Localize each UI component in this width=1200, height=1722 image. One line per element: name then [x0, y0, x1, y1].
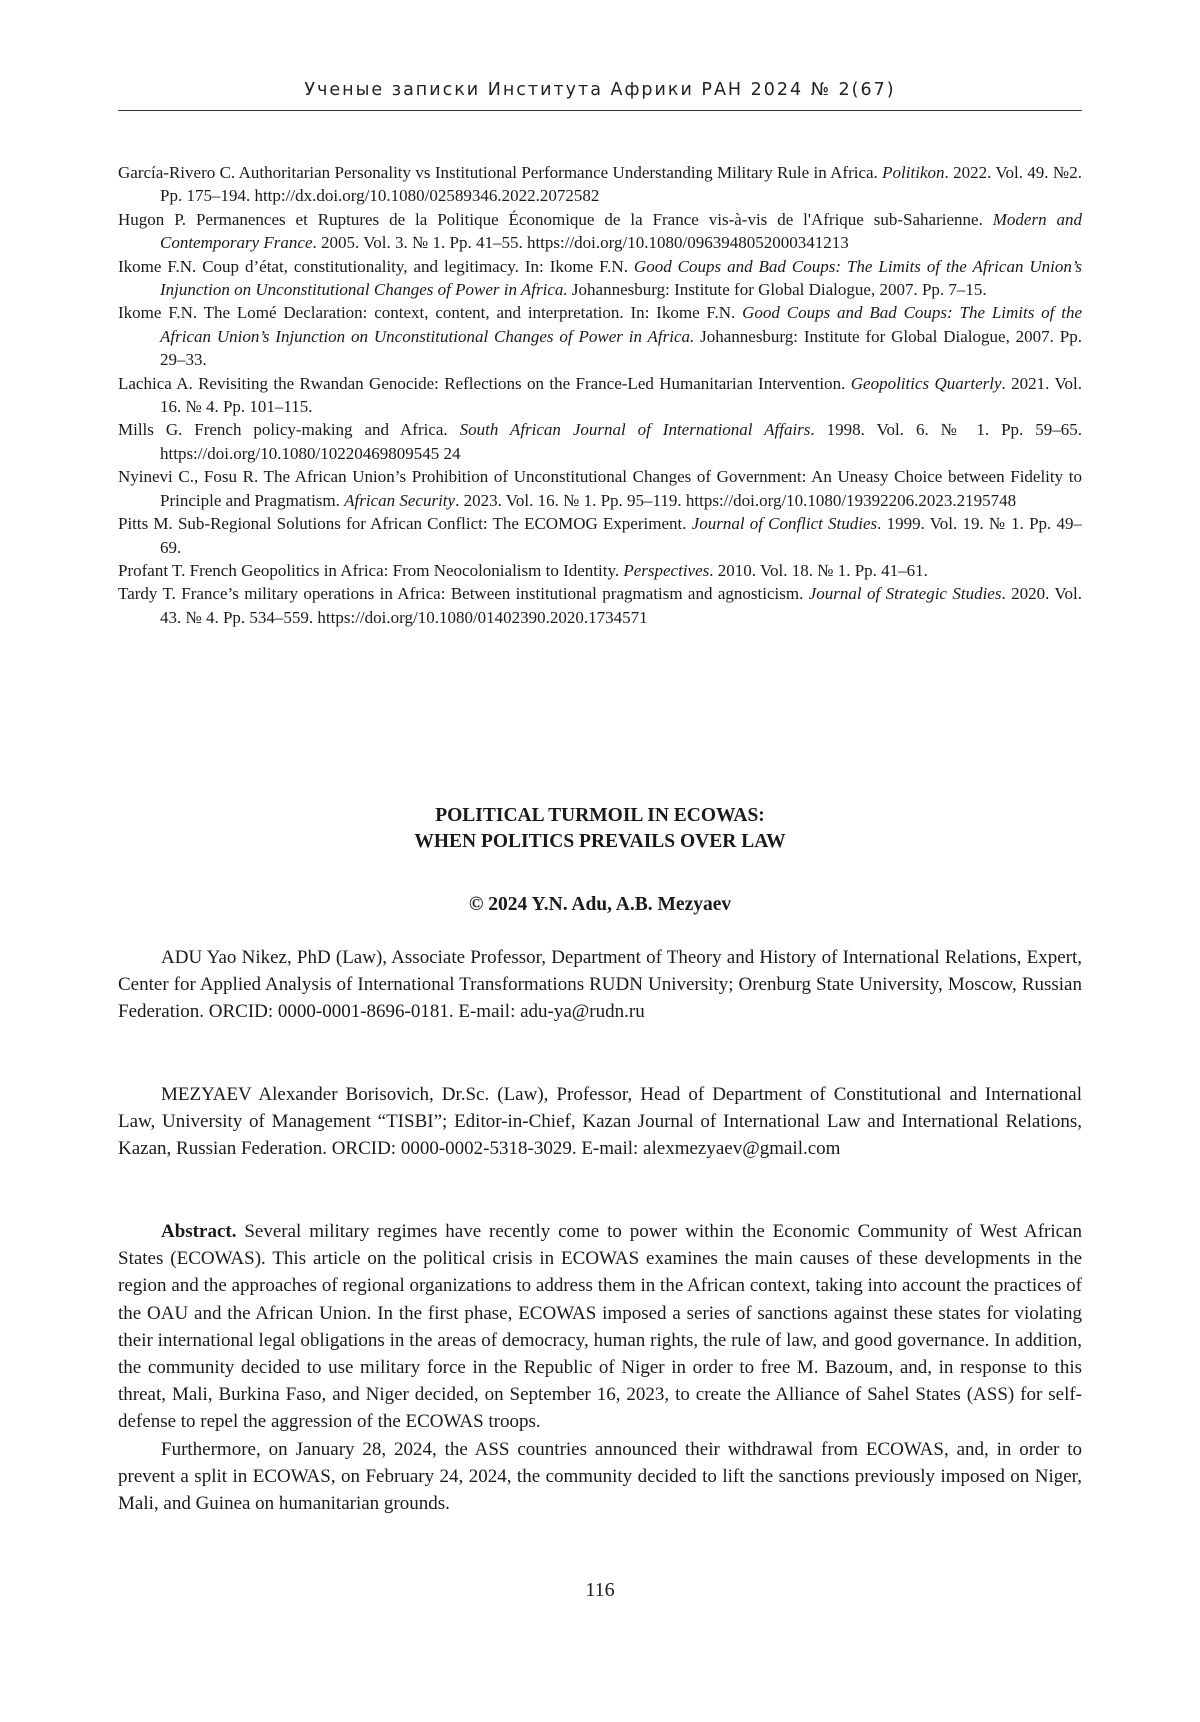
- reference-item: Lachica A. Revisiting the Rwandan Genocide: Reflections on the France-Led Humanitarian Intervention. Geopolitics Quarterly. 2021. Vol. 16. № 4. Pp. 101–115.: [118, 373, 1082, 417]
- abstract: [118, 1218, 1082, 1517]
- abstract-label: Abstract.: [161, 1221, 237, 1242]
- reference-item: Nyinevi C., Fosu R. The African Union’s Prohibition of Unconstitutional Changes of Government: An Uneasy Choice between Fidelity to Principle and Pragmatism. African Security. 2023. Vol. 16. № 1. Pp. 95–119. https://doi.org/10.1080/19392206.2023.2195748: [118, 467, 1082, 510]
- reference-item: Hugon P. Permanences et Ruptures de la Politique Économique de la France vis-à-vis de l'Afrique sub-Saharienne. Modern and Contemporary France. 2005. Vol. 3. № 1. Pp. 41–55. https://doi.org/10.1080/0963948052000341213: [118, 209, 1082, 253]
- article-title-line-1: POLITICAL TURMOIL IN ECOWAS:: [435, 805, 765, 826]
- reference-item: Pitts M. Sub-Regional Solutions for African Conflict: The ECOMOG Experiment. Journal of Conflict Studies. 1999. Vol. 19. № 1. Pp. 49–69.: [118, 514, 1082, 557]
- article-authors: © 2024 Y.N. Adu, A.B. Mezyaev: [468, 894, 732, 915]
- abstract-paragraph-1: Abstract. Several military regimes have recently come to power within the Economic Community of West African States (ECOWAS). This article on the political crisis in ECOWAS examines the main causes of these developments in the region and the approaches of regional organizations to address them in the African context, taking into account the practices of the OAU and the African Union. In the first phase, ECOWAS imposed a series of sanctions against these states for violating their international legal obligations in the areas of democracy, human rights, the rule of law, and good governance. In addition, the community decided to use military force in the Republic of Niger in order to free M. Bazoum, and, in response to this threat, Mali, Burkina Faso, and Niger decided, on September 16, 2023, to create the Alliance of Sahel States (ASS) for self-defense to repel the aggression of the ECOWAS troops.: [118, 1221, 1082, 1433]
- running-head: Ученые записки Института Африки РАН 2024 № 2(67): [304, 80, 896, 100]
- article-title: [118, 803, 1082, 855]
- page-number: 116: [585, 1579, 615, 1601]
- reference-item: Profant T. French Geopolitics in Africa: From Neocolonialism to Identity. Perspectives. 2010. Vol. 18. № 1. Pp. 41–61.: [118, 560, 928, 580]
- reference-item: Ikome F.N. Coup d’état, constitutionality, and legitimacy. In: Ikome F.N. Good Coups and Bad Coups: The Limits of the African Union’s Injunction on Unconstitutional Changes of Power in Africa. Johannesburg: Institute for Global Dialogue, 2007. Pp. 7–15.: [118, 256, 1082, 300]
- reference-item: García-Rivero C. Authoritarian Personality vs Institutional Performance Understanding Military Rule in Africa. Politikon. 2022. Vol. 49. №2. Pp. 175–194. http://dx.doi.org/10.1080/02589346.2022.2072582: [118, 163, 1082, 206]
- reference-item: Tardy T. France’s military operations in Africa: Between institutional pragmatism and agnosticism. Journal of Strategic Studies. 2020. Vol. 43. № 4. Pp. 534–559. https://doi.org/10.1080/01402390.2020.1734571: [118, 584, 1082, 627]
- author-affiliation-adu: ADU Yao Nikez, PhD (Law), Associate Professor, Department of Theory and History of International Relations, Expert, Center for Applied Analysis of International Transformations RUDN University; Orenburg State University, Moscow, Russian Federation. ORCID: 0000-0001-8696-0181. E-mail: adu-ya@rudn.ru: [118, 947, 1082, 1023]
- reference-item: Ikome F.N. The Lomé Declaration: context, content, and interpretation. In: Ikome F.N. Good Coups and Bad Coups: The Limits of the African Union’s Injunction on Unconstitutional Changes of Power in Africa. Johannesburg: Institute for Global Dialogue, 2007. Pp. 29–33.: [118, 303, 1082, 370]
- author-affiliation-mezyaev: MEZYAEV Alexander Borisovich, Dr.Sc. (Law), Professor, Head of Department of Constitutional and International Law, University of Management “TISBI”; Editor-in-Chief, Kazan Journal of International Law and International Relations, Kazan, Russian Federation. ORCID: 0000-0002-5318-3029. E-mail: alexmezyaev@gmail.com: [118, 1084, 1082, 1160]
- reference-list: [118, 161, 1082, 629]
- header-rule: [118, 110, 1082, 111]
- article-title-line-2: WHEN POLITICS PREVAILS OVER LAW: [414, 831, 786, 852]
- reference-item: Mills G. French policy-making and Africa. South African Journal of International Affairs. 1998. Vol. 6. № 1. Pp. 59–65. https://doi.org/10.1080/10220469809545 24: [118, 420, 1082, 463]
- abstract-paragraph-2: Furthermore, on January 28, 2024, the ASS countries announced their withdrawal from ECOWAS, and, in order to prevent a split in ECOWAS, on February 24, 2024, the community decided to lift the sanctions previously imposed on Niger, Mali, and Guinea on humanitarian grounds.: [118, 1438, 1082, 1515]
